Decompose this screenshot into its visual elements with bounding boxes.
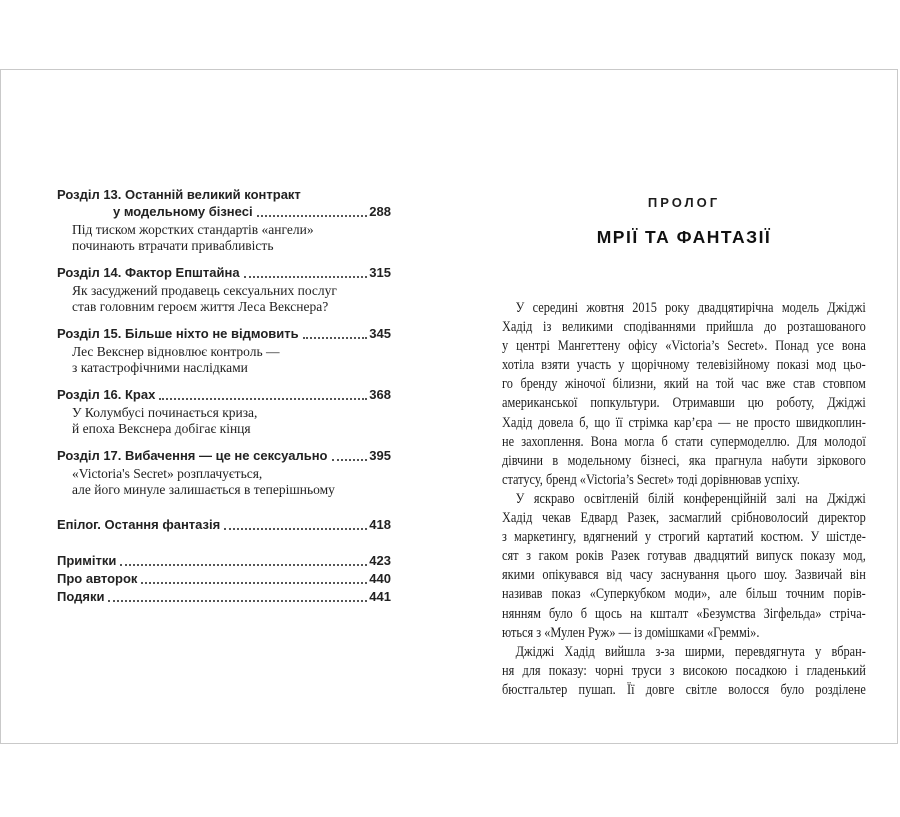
toc-description: [57, 466, 391, 497]
toc-chapter-row: [57, 386, 391, 403]
toc-leader-dots: [332, 459, 368, 461]
toc-description-line: У Колумбусі починається криза,: [72, 405, 258, 420]
toc-chapter-row: [57, 570, 391, 587]
toc-description: [57, 344, 391, 375]
toc-page-number: 395: [369, 448, 391, 463]
toc-entry: [57, 264, 391, 314]
toc-description: [57, 405, 391, 436]
toc-description-line: з катастрофічними наслідками: [72, 359, 248, 375]
body-text-line: Хадід чекав Едвард Разек, засмаглий срібноволосий директор: [502, 510, 866, 527]
toc-page-number: 345: [369, 326, 391, 341]
toc-description: [57, 222, 391, 253]
prologue-body: [502, 299, 866, 700]
toc-page-number: 288: [369, 204, 391, 219]
toc-entry: [57, 447, 391, 497]
toc-description-line: Як засуджений продавець сексуальних послуг: [72, 283, 337, 298]
body-text-line: з маркетингу, вдягнений у строгий картатий костюм. У шістде-: [502, 529, 866, 546]
body-text-line: ються з «Мулен Руж» — із домішками «Греммі».: [502, 624, 760, 641]
toc: [57, 186, 391, 605]
toc-description-line: але його минуле залишається в теперішньому: [72, 481, 335, 497]
toc-chapter-row: [57, 186, 391, 203]
toc-chapter-title: Розділ 16. Крах: [57, 387, 156, 402]
toc-description-line: й епоха Векснера добігає кінця: [72, 420, 251, 436]
body-text-line: У яскраво освітленій білій конференційній залі на Джіджі: [515, 490, 866, 507]
toc-entry: [57, 570, 391, 587]
toc-page-number: 441: [369, 589, 391, 604]
right-page: [502, 195, 866, 700]
toc-chapter-row: [57, 552, 391, 569]
toc-description-line: Лес Векснер відновлює контроль —: [72, 344, 280, 359]
toc-chapter-row: [57, 203, 391, 220]
body-text-line: статусу, бренд «Victoria’s Secret» тоді дорівнював успіху.: [502, 471, 800, 488]
toc-chapter-title: Розділ 13. Останній великий контракт: [57, 187, 301, 202]
toc-chapter-title: Примітки: [57, 553, 117, 568]
toc-page-number: 440: [369, 571, 391, 586]
toc-chapter-title: Епілог. Остання фантазія: [57, 517, 221, 532]
body-text-line: ня для показу: чорні труси з високою посадкою і гладенький: [502, 662, 866, 679]
body-text-line: бюстгальтер пушап. Її довге світле волосся було розділене: [502, 681, 866, 698]
toc-description-line: став головним героєм життя Леса Векснера?: [72, 298, 329, 314]
toc-description-line: Під тиском жорстких стандартів «ангели»: [72, 222, 314, 237]
toc-entry: [57, 588, 391, 605]
prologue-kicker: ПРОЛОГ: [647, 195, 721, 210]
body-text-line: хотіла взяти участь у щорічному телевізійному показі мод цьо-: [502, 357, 866, 374]
toc-chapter-row: [57, 264, 391, 281]
toc-chapter-row: [57, 588, 391, 605]
left-page: [57, 186, 391, 605]
toc-leader-dots: [244, 276, 368, 278]
body-text-line: дівчини в модельному бізнесі, яка прагнула набути зіркового: [502, 452, 866, 469]
body-text-line: Хадід із великими сподіваннями прийшла до розташованого: [502, 319, 866, 336]
toc-page-number: 423: [369, 553, 391, 568]
body-text-line: Хадід довела б, що її стрімка кар’єра — не просто швидкоплин-: [502, 414, 866, 431]
toc-entry: [57, 516, 391, 533]
body-text-line: го бренду жіночої білизни, який на той час вже став стовпом: [502, 376, 866, 393]
toc-chapter-row: [57, 325, 391, 342]
body-text-line: якими опікувався від часу заснування цього шоу. Зазвичай він: [502, 567, 866, 584]
toc-chapter-title: у модельному бізнесі: [113, 204, 253, 219]
toc-leader-dots: [120, 564, 367, 566]
toc-description-line: починають втрачати привабливість: [72, 237, 274, 253]
toc-leader-dots: [159, 398, 367, 400]
toc-description: [57, 283, 391, 314]
body-text-line: Джіджі Хадід вийшла з-за ширми, перевдягнута у вбран-: [515, 643, 866, 660]
body-text-line: називав показ «Суперкубком моди», але більш точним порів-: [502, 586, 866, 603]
toc-entry: [57, 186, 391, 253]
toc-chapter-row: [57, 447, 391, 464]
toc-leader-dots: [257, 215, 368, 217]
toc-leader-dots: [224, 528, 367, 530]
body-text-line: у центрі Мангеттену офісу «Victoria’s Secret». Понад усе вона: [502, 338, 866, 355]
prologue-title: МРІЇ ТА ФАНТАЗІЇ: [596, 227, 772, 247]
toc-entry: [57, 386, 391, 436]
body-text-line: сят з гаком років Разек готував двадцятий випуск показу мод,: [502, 548, 866, 565]
toc-leader-dots: [141, 582, 367, 584]
toc-page-number: 315: [369, 265, 391, 280]
body-text-line: нянням було б щось на кшталт «Безумства Зігфельда» стріча-: [502, 605, 866, 622]
toc-leader-dots: [108, 600, 367, 602]
toc-chapter-row: [57, 516, 391, 533]
toc-chapter-title: Про авторок: [57, 571, 138, 586]
toc-entry: [57, 552, 391, 569]
toc-chapter-title: Подяки: [57, 589, 105, 604]
body-text-line: не захоплення. Вона могла б стати супермоделлю. Для молодої: [502, 433, 866, 450]
toc-entry: [57, 325, 391, 375]
body-text-line: У середині жовтня 2015 року двадцятирічна модель Джіджі: [515, 300, 866, 316]
toc-page-number: 368: [369, 387, 391, 402]
toc-leader-dots: [303, 337, 368, 339]
toc-description-line: «Victoria's Secret» розплачується,: [72, 466, 263, 481]
toc-page-number: 418: [369, 517, 391, 532]
toc-chapter-title: Розділ 14. Фактор Епштайна: [57, 265, 240, 280]
toc-chapter-title: Розділ 17. Вибачення — це не сексуально: [57, 448, 328, 463]
toc-chapter-title: Розділ 15. Більше ніхто не відмовить: [57, 326, 299, 341]
body-text-line: американської попкультури. Отримавши цю роботу, Джіджі: [502, 395, 866, 412]
